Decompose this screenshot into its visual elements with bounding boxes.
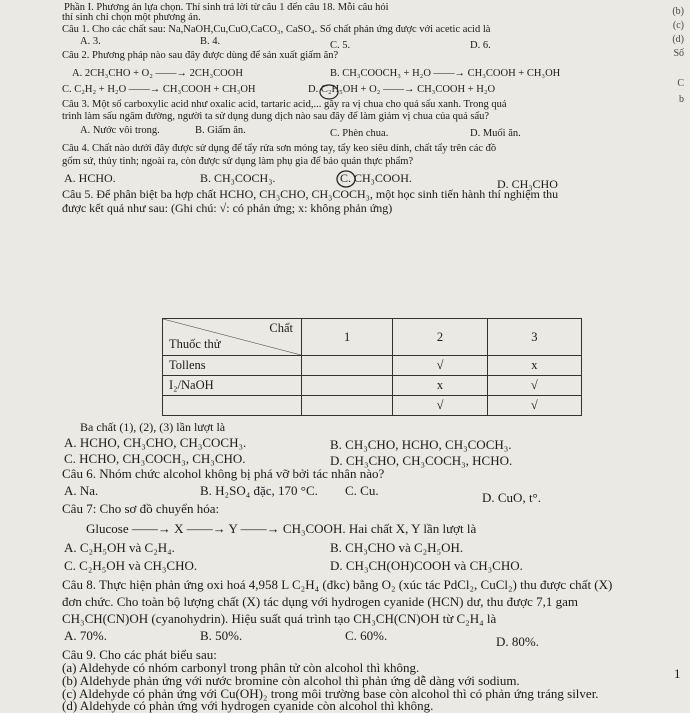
q5-conclusion: Ba chất (1), (2), (3) lần lượt là — [80, 420, 226, 434]
q7-option-a: A. C₂H₅OH và C₂H₄. — [64, 540, 175, 555]
q1-option-d: D. 6. — [470, 40, 491, 51]
edge-label-b: (b) — [672, 6, 684, 17]
q8-stem-2: đơn chức. Cho toàn bộ lượng chất (X) tác dụng với hydrogen cyanide (HCN) dư, thu được 7,1 gam — [62, 594, 578, 609]
q7-option-b: B. CH₃CHO và C₂H₅OH. — [330, 540, 464, 555]
q8-option-b: B. 50%. — [200, 628, 243, 643]
q5-stem-2: được kết quả như sau: (Ghi chú: √: có phản ứng; x: không phản ứng) — [62, 201, 393, 215]
q7-stem: Câu 7: Cho sơ đồ chuyển hóa: — [62, 501, 220, 516]
header-col-2: 2 — [393, 319, 487, 356]
q6-stem: Câu 6. Nhóm chức alcohol không bị phá vỡ bởi tác nhân nào? — [62, 466, 385, 481]
q8-stem-3: CH₃CH(CN)OH (cyanohydrin). Hiệu suất quá trình tạo CH₃CH(CN)OH từ C₂H₄ là — [62, 611, 497, 626]
cell-tollens-3: x — [487, 356, 581, 376]
cell-iodine-1 — [302, 376, 393, 396]
q4-stem-1: Câu 4. Chất nào dưới đây được sử dụng để tẩy rửa sơn móng tay, tẩy keo siêu dính, chất tẩy trên các đồ — [62, 143, 497, 154]
q8-option-d: D. 80%. — [496, 634, 539, 649]
table-row — [163, 396, 582, 416]
reaction-table — [162, 318, 582, 416]
q9-statement-d: (d) Aldehyde có phản ứng với hydrogen cyanide còn alcohol thì không. — [62, 698, 434, 713]
q5-option-d: D. CH₃CHO, CH₃COCH₃, HCHO. — [330, 453, 513, 468]
table-row — [163, 356, 582, 376]
page-number: 1 — [674, 666, 681, 681]
cell-tollens-2: √ — [393, 356, 487, 376]
q9-stem: Câu 9. Cho các phát biểu sau: — [62, 647, 217, 662]
q8-option-c: C. 60%. — [345, 628, 388, 643]
q5-stem-1: Câu 5. Để phân biệt ba hợp chất HCHO, CH₃CHO, CH₃COCH₃, một học sinh tiến hành thí nghiệm thu — [62, 187, 559, 201]
table-row — [163, 376, 582, 396]
q3-option-a: A. Nước vôi trong. — [80, 125, 160, 136]
circle-mark-icon — [335, 170, 357, 188]
q5-option-b: B. CH₃CHO, HCHO, CH₃COCH₃. — [330, 437, 512, 452]
q2-option-d: D. C₂H₅OH + O₂ ——→ CH₃COOH + H₂O — [308, 84, 496, 95]
q4-stem-2: gốm sứ, thủy tinh; ngoài ra, còn được sử dụng làm phụ gia để bảo quản thực phẩm? — [62, 156, 414, 167]
q9-statement-a: (a) Aldehyde có nhóm carbonyl trong phân tử còn alcohol thì không. — [62, 660, 420, 675]
q3-stem-2: trình làm sấu ngâm đường, người ta sử dụng dung dịch nào sau đây để làm giảm vị chua của quả sấu? — [62, 111, 490, 122]
q6-option-a: A. Na. — [64, 483, 99, 498]
cell-extra-3: √ — [487, 396, 581, 416]
q1-option-b: B. 4. — [200, 36, 221, 47]
cell-tollens-1 — [302, 356, 393, 376]
q6-option-c: C. Cu. — [345, 483, 379, 498]
q4-option-c: C. CH₃COOH. — [340, 171, 412, 185]
q5-option-a: A. HCHO, CH₃CHO, CH₃COCH₃. — [64, 435, 247, 450]
q2-stem: Câu 2. Phương pháp nào sau đây được dùng để sản xuất giấm ăn? — [62, 50, 339, 61]
header-text-right: Phần I. Phương án lựa chọn. Thí sinh trả lời từ câu 1 đến câu 18. Mỗi câu hỏi — [64, 2, 389, 13]
reagent-iodine: I₂/NaOH — [163, 376, 302, 396]
q3-option-b: B. Giấm ăn. — [195, 125, 246, 136]
table-corner-cell — [163, 319, 302, 356]
q4-option-a: A. HCHO. — [64, 171, 116, 185]
cell-extra-2: √ — [393, 396, 487, 416]
q8-stem-1: Câu 8. Thực hiện phản ứng oxi hoá 4,958 L C₂H₄ (đkc) bằng O₂ (xúc tác PdCl₂, CuCl₂) thu được chất (X) — [62, 577, 613, 592]
q7-scheme: Glucose ——→ X ——→ Y ——→ CH₃COOH. Hai chất X, Y lần lượt là — [86, 521, 477, 536]
q4-option-b: B. CH₃COCH₃. — [200, 171, 276, 185]
edge-label-c2: C — [677, 78, 684, 89]
reagent-tollens: Tollens — [163, 356, 302, 376]
header-thuoc-thu: Thuốc thử — [169, 337, 221, 351]
header-col-3: 3 — [487, 319, 581, 356]
cell-iodine-3: √ — [487, 376, 581, 396]
q6-option-d: D. CuO, t°. — [482, 490, 542, 505]
q4-option-d: D. CH₃CHO — [497, 177, 558, 191]
q3-option-d: D. Muối ăn. — [470, 128, 521, 139]
q2-option-b: B. CH₃COOCH₃ + H₂O ——→ CH₃COOH + CH₃OH — [330, 68, 561, 79]
edge-label-so: Số — [673, 48, 684, 59]
header-col-1: 1 — [302, 319, 393, 356]
edge-label-b2: b — [679, 94, 684, 105]
q6-option-b: B. H₂SO₄ đặc, 170 °C. — [200, 483, 318, 498]
circle-mark-icon — [318, 84, 340, 100]
q3-stem-1: Câu 3. Một số carboxylic acid như oxalic acid, tartaric acid,... gây ra vị chua cho quả sấu xanh. Trong quá — [62, 99, 507, 110]
q7-option-c: C. C₂H₅OH và CH₃CHO. — [64, 558, 198, 573]
q9-statement-b: (b) Aldehyde phản ứng với nước bromine còn alcohol thì phản ứng dễ dàng với sodium. — [62, 673, 520, 688]
q1-option-a: A. 3. — [80, 36, 101, 47]
header-instruction: thí sinh chỉ chọn một phương án. — [62, 12, 201, 23]
q1-stem: Câu 1. Cho các chất sau: Na,NaOH,Cu,CuO,CaCO₃, CaSO₄. Số chất phản ứng được với acetic acid là — [62, 24, 491, 35]
q9-statement-c: (c) Aldehyde có phản ứng với Cu(OH)₂ trong môi trường base còn alcohol thì có phản ứng tráng silver. — [62, 686, 599, 701]
reagent-blank — [163, 396, 302, 416]
q8-option-a: A. 70%. — [64, 628, 107, 643]
q1-option-c: C. 5. — [330, 40, 351, 51]
q2-option-a: A. 2CH₃CHO + O₂ ——→ 2CH₃COOH — [72, 68, 243, 79]
cell-extra-1 — [302, 396, 393, 416]
cell-iodine-2: x — [393, 376, 487, 396]
q7-option-d: D. CH₃CH(OH)COOH và CH₃CHO. — [330, 558, 523, 573]
edge-label-c: (c) — [672, 20, 684, 31]
q5-option-c: C. HCHO, CH₃COCH₃, CH₃CHO. — [64, 451, 246, 466]
header-chat: Chất — [269, 321, 293, 335]
q3-option-c: C. Phèn chua. — [330, 128, 389, 139]
q2-option-c: C. C₂H₂ + H₂O ——→ CH₃COOH + CH₃OH — [62, 84, 256, 95]
edge-label-d: (d) — [672, 34, 684, 45]
